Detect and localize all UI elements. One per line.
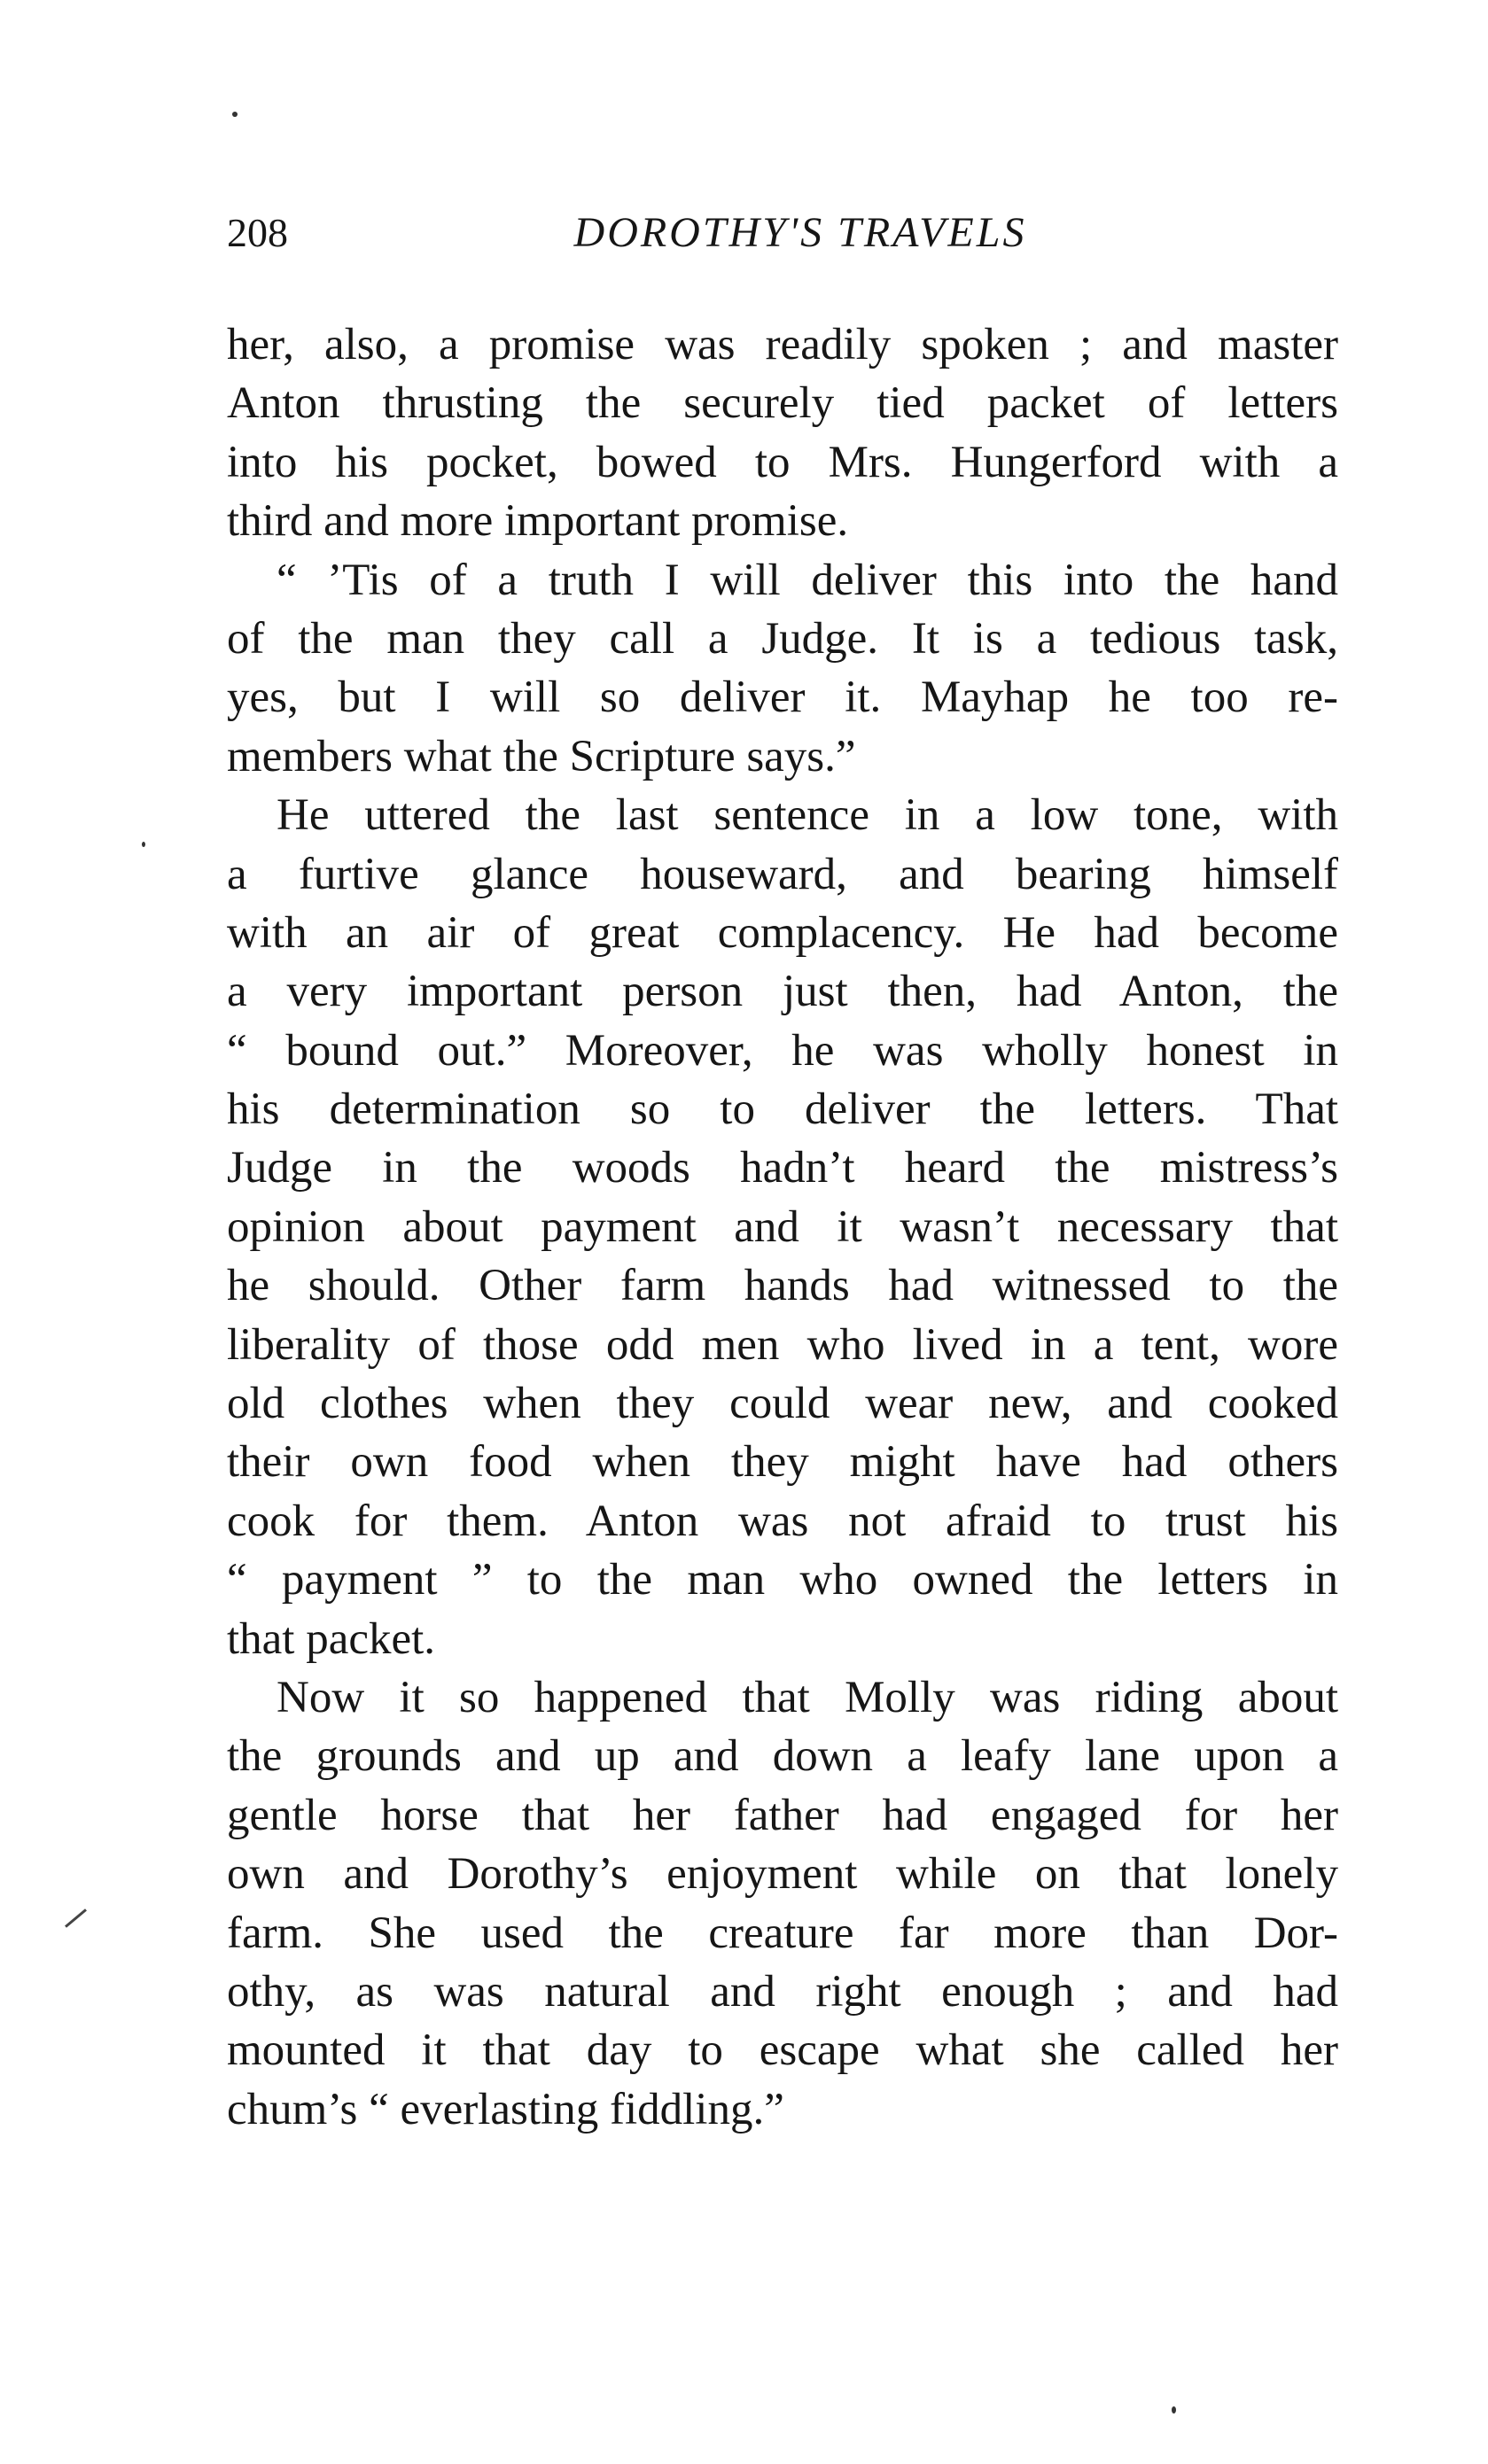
text-line: farm. She used the creature far more than Dor- [227, 1908, 1338, 1958]
text-line: He uttered the last sentence in a low tone, with [277, 790, 1338, 841]
ink-speck [142, 842, 145, 847]
text-line: with an air of great complacency. He had become [227, 907, 1338, 958]
ink-speck [1172, 2406, 1176, 2413]
text-line: her, also, a promise was readily spoken ; and master [227, 320, 1338, 369]
text-line: Now it so happened that Molly was riding about [277, 1672, 1338, 1722]
text-line: a very important person just then, had Anton, the [227, 967, 1338, 1017]
text-line: liberality of those odd men who lived in a tent, wore [227, 1319, 1338, 1370]
text-line: othy, as was natural and right enough ; and had [227, 1966, 1338, 2017]
text-line: “ ’Tis of a truth I will deliver this into the hand [277, 555, 1338, 605]
text-line: cook for them. Anton was not afraid to trust his [227, 1496, 1338, 1546]
text-line: their own food when they might have had others [227, 1437, 1338, 1488]
text-line: gentle horse that her father had engaged for her [227, 1790, 1338, 1840]
pencil-mark [65, 1908, 87, 1928]
text-line: members what the Scripture says.” [227, 731, 856, 781]
text-line: that packet. [227, 1613, 436, 1664]
paragraph [227, 1668, 1338, 2139]
body-text [227, 315, 1338, 2139]
paragraph [227, 315, 1338, 551]
text-line: chum’s “ everlasting fiddling.” [227, 2084, 784, 2134]
text-line: “ bound out.” Moreover, he was wholly honest in [227, 1025, 1338, 1076]
text-line: yes, but I will so deliver it. Mayhap he too re- [227, 672, 1338, 723]
ink-speck [232, 112, 238, 117]
text-line: opinion about payment and it wasn’t necessary that [227, 1201, 1338, 1252]
text-line: he should. Other farm hands had witnessed to the [227, 1261, 1338, 1311]
text-line: mounted it that day to escape what she called her [227, 2025, 1338, 2076]
paragraph [227, 786, 1338, 1668]
text-line: the grounds and up and down a leafy lane upon a [227, 1731, 1338, 1782]
running-head [227, 202, 1338, 264]
page-number: 208 [227, 210, 288, 255]
text-line: own and Dorothy’s enjoyment while on that lonely [227, 1849, 1338, 1900]
text-line: Judge in the woods hadn’t heard the mistress’s [227, 1143, 1338, 1193]
text-line: a furtive glance houseward, and bearing himself [227, 849, 1338, 899]
text-line: old clothes when they could wear new, and cooked [227, 1379, 1338, 1429]
text-line: Anton thrusting the securely tied packet of letters [227, 378, 1338, 429]
text-line: “ payment ” to the man who owned the letters in [227, 1555, 1338, 1605]
running-title: DOROTHY'S TRAVELS [573, 209, 1027, 256]
text-line: third and more important promise. [227, 496, 849, 547]
text-line: of the man they call a Judge. It is a tedious task, [227, 613, 1338, 664]
paragraph [227, 551, 1338, 787]
text-line: his determination so to deliver the letters. That [227, 1084, 1338, 1135]
text-line: into his pocket, bowed to Mrs. Hungerford with a [227, 437, 1338, 487]
